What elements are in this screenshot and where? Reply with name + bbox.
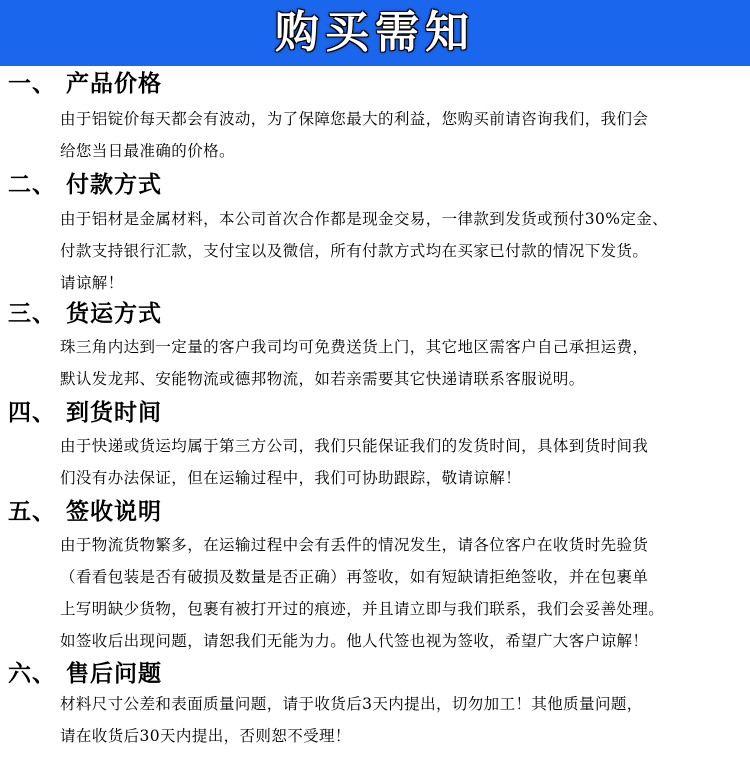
section-number: 六 [8,661,32,687]
section-heading [8,297,162,331]
body-line: 材料尺寸公差和表面质量问题，请于收货后3天内提出，切勿加工！其他质量问题， [60,695,643,713]
section-title: 产品价格 [66,71,162,97]
section-heading [8,396,162,430]
body-line: 给您当日最准确的价格。 [60,142,235,160]
body-line: 如签收后出现问题，请恕我们无能为力。他人代签也视为签收，希望广大客户谅解！ [60,632,649,650]
body-line: 付款支持银行汇款，支付宝以及微信，所有付款方式均在买家已付款的情况下发货。 [60,242,649,260]
section-body [60,203,746,299]
section-heading [8,168,162,202]
body-line: 由于物流货物繁多，在运输过程中会有丢件的情况发生，请各位客户在收货时先验货 [60,536,649,554]
section-number: 二 [8,172,32,198]
section-title: 售后问题 [66,661,162,687]
section-separator: 、 [32,661,56,687]
section-title: 到货时间 [66,400,162,426]
body-line: 由于快递或货运均属于第三方公司，我们只能保证我们的发货时间，具体到货时间我 [60,437,649,455]
header-banner [0,0,750,66]
section-body [60,103,746,167]
section-body [60,430,746,494]
section-title: 签收说明 [66,499,162,525]
page-title: 购买需知 [275,7,475,58]
section-body [60,331,746,395]
section-title: 付款方式 [66,172,162,198]
section-separator: 、 [32,71,56,97]
section-heading [8,67,162,101]
section-number: 三 [8,301,32,327]
section-body [60,688,746,752]
section-number: 一 [8,71,32,97]
section-separator: 、 [32,301,56,327]
body-line: 请在收货后30天内提出，否则恕不受理！ [60,727,351,745]
body-line: 由于铝材是金属材料，本公司首次合作都是现金交易，一律款到发货或预付30%定金、 [60,210,669,228]
body-line: （看看包装是否有破损及数量是否正确）再签收，如有短缺请拒绝签收，并在包裹单 [60,568,649,586]
section-separator: 、 [32,499,56,525]
section-separator: 、 [32,400,56,426]
body-line: 请谅解！ [60,274,124,292]
body-line: 默认发龙邦、安能物流或德邦物流，如若亲需要其它快递请联系客服说明。 [60,370,585,388]
section-heading [8,495,162,529]
section-body [60,529,746,657]
section-heading [8,657,162,691]
section-separator: 、 [32,172,56,198]
section-number: 四 [8,400,32,426]
body-line: 珠三角内达到一定量的客户我司均可免费送货上门，其它地区需客户自己承担运费， [60,338,649,356]
section-title: 货运方式 [66,301,162,327]
body-line: 上写明缺少货物，包裹有被打开过的痕迹，并且请立即与我们联系，我们会妥善处理。 [60,600,665,618]
body-line: 由于铝锭价每天都会有波动，为了保障您最大的利益，您购买前请咨询我们，我们会 [60,110,649,128]
body-line: 们没有办法保证，但在运输过程中，我们可协助跟踪，敬请谅解！ [60,469,522,487]
section-number: 五 [8,499,32,525]
